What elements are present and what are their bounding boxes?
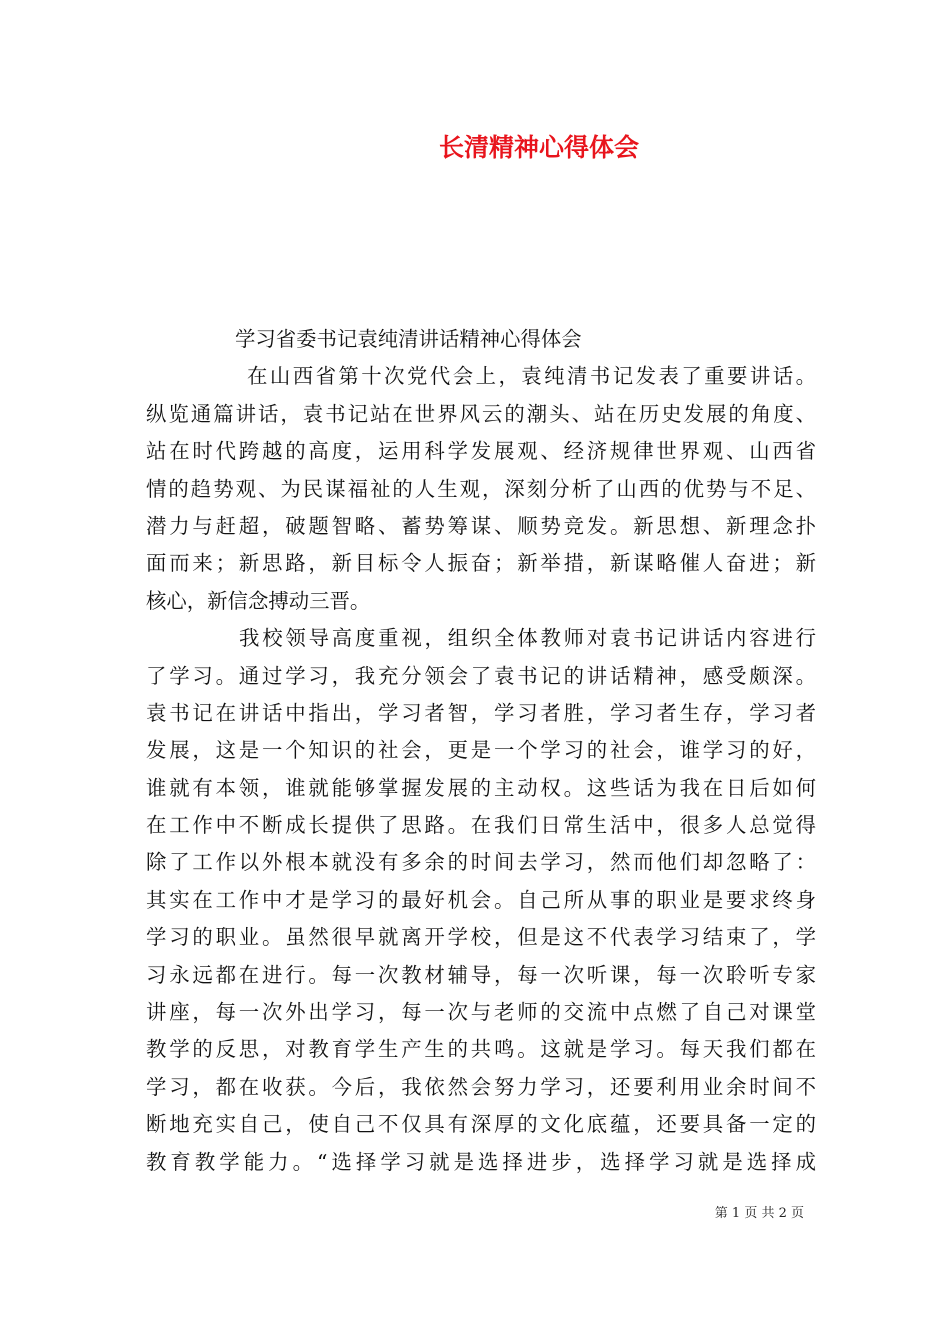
text-line: 其实在工作中才是学习的最好机会。自己所从事的职业是要求终身 (146, 887, 816, 912)
page-number (715, 1204, 804, 1224)
text-line: 了学习。通过学习，我充分领会了袁书记的讲话精神，感受颇深。 (146, 663, 816, 688)
text-line: 谁就有本领，谁就能够掌握发展的主动权。这些话为我在日后如何 (146, 775, 816, 800)
text-line: 学习的职业。虽然很早就离开学校，但是这不代表学习结束了，学 (146, 925, 816, 950)
text-line: 纵览通篇讲话，袁书记站在世界风云的潮头、站在历史发展的角度、 (146, 401, 816, 426)
text-line: 我校领导高度重视，组织全体教师对袁书记讲话内容进行 (239, 626, 816, 651)
document-body (146, 321, 816, 1181)
text-line: 袁书记在讲话中指出，学习者智，学习者胜，学习者生存，学习者 (146, 700, 816, 725)
text-line: 教育教学能力。“选择学习就是选择进步，选择学习就是选择成 (146, 1149, 816, 1174)
text-line: 站在时代跨越的高度，运用科学发展观、经济规律世界观、山西省 (146, 439, 816, 464)
text-line: 面而来；新思路，新目标令人振奋；新举措，新谋略催人奋进；新 (146, 551, 816, 576)
text-line: 核心，新信念搏动三晋。 (146, 588, 371, 613)
text-line: 在山西省第十次党代会上，袁纯清书记发表了重要讲话。 (247, 364, 816, 389)
text-line: 在工作中不断成长提供了思路。在我们日常生活中，很多人总觉得 (146, 813, 816, 838)
text-line: 断地充实自己，使自己不仅具有深厚的文化底蕴，还要具备一定的 (146, 1112, 816, 1137)
text-line: 潜力与赶超，破题智略、蓄势筹谋、顺势竞发。新思想、新理念扑 (146, 513, 816, 538)
text-line: 教学的反思，对教育学生产生的共鸣。这就是学习。每天我们都在 (146, 1037, 816, 1062)
page-title: 长清精神心得体会 (438, 133, 639, 162)
text-line: 学习，都在收获。今后，我依然会努力学习，还要利用业余时间不 (146, 1074, 816, 1099)
text-line: 习永远都在进行。每一次教材辅导，每一次听课，每一次聆听专家 (146, 962, 816, 987)
text-line: 讲座，每一次外出学习，每一次与老师的交流中点燃了自己对课堂 (146, 1000, 816, 1025)
text-line: 除了工作以外根本就没有多余的时间去学习，然而他们却忽略了： (146, 850, 816, 875)
text-line: 发展，这是一个知识的社会，更是一个学习的社会，谁学习的好， (146, 738, 816, 763)
subtitle-line: 学习省委书记袁纯清讲话精神心得体会 (235, 327, 582, 351)
text-line: 情的趋势观、为民谋福祉的人生观，深刻分析了山西的优势与不足、 (146, 476, 816, 501)
page-number-label: 第 1 页 共 2 页 (714, 1206, 804, 1221)
